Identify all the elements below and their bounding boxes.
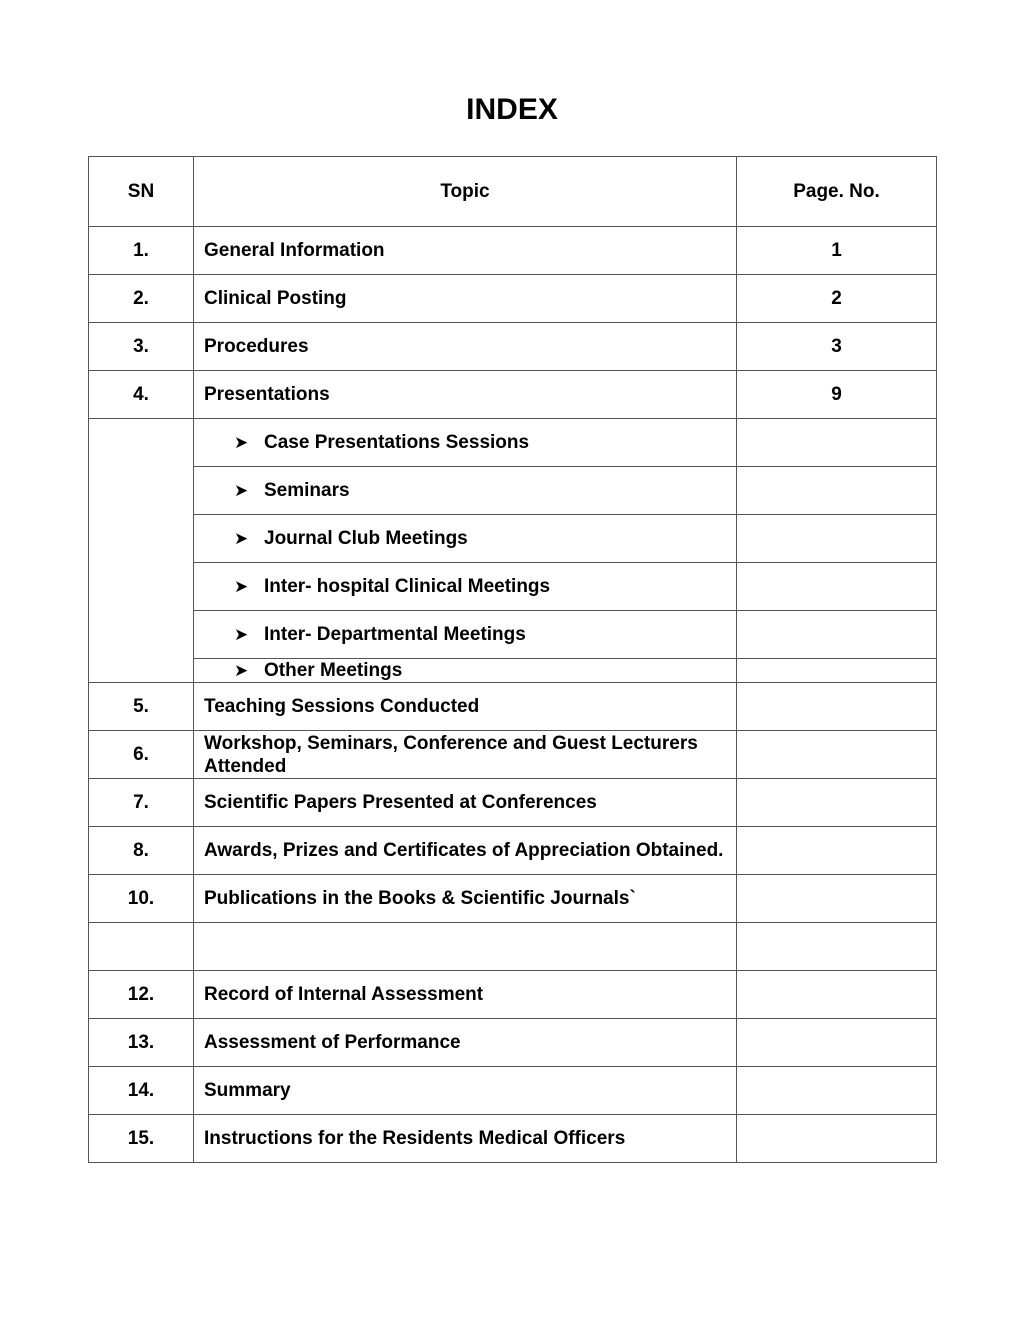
row-sn: 12. xyxy=(89,971,194,1019)
sub-item xyxy=(194,611,737,659)
sub-item xyxy=(194,419,737,467)
header-sn: SN xyxy=(89,157,194,227)
row-page: 9 xyxy=(737,371,937,419)
row-sn xyxy=(89,923,194,971)
sub-item-row xyxy=(89,563,937,611)
arrow-bullet-icon: ➤ xyxy=(234,481,249,500)
index-table xyxy=(88,156,937,1163)
row-page xyxy=(737,827,937,875)
header-topic: Topic xyxy=(194,157,737,227)
sub-item-row xyxy=(89,515,937,563)
sub-item-page xyxy=(737,659,937,683)
row-sn: 7. xyxy=(89,779,194,827)
row-sn: 4. xyxy=(89,371,194,419)
row-page xyxy=(737,1067,937,1115)
sub-item xyxy=(194,467,737,515)
sub-item-label: Seminars xyxy=(264,480,350,501)
row-topic: Workshop, Seminars, Conference and Guest Lecturers Attended xyxy=(194,731,737,779)
sub-item-row xyxy=(89,659,937,683)
row-topic: Summary xyxy=(194,1067,737,1115)
row-sn: 10. xyxy=(89,875,194,923)
arrow-bullet-icon: ➤ xyxy=(234,625,249,644)
sub-item-row xyxy=(89,467,937,515)
row-page xyxy=(737,1019,937,1067)
row-topic: Publications in the Books & Scientific Journals` xyxy=(194,875,737,923)
row-topic: Procedures xyxy=(194,323,737,371)
row-sn: 15. xyxy=(89,1115,194,1163)
page-title: INDEX xyxy=(466,93,558,126)
sub-item-label: Inter- Departmental Meetings xyxy=(264,624,526,645)
row-topic: Teaching Sessions Conducted xyxy=(194,683,737,731)
row-topic: Scientific Papers Presented at Conferences xyxy=(194,779,737,827)
row-sn: 1. xyxy=(89,227,194,275)
table-row xyxy=(89,275,937,323)
table-row xyxy=(89,683,937,731)
sub-item-page xyxy=(737,419,937,467)
row-sn: 3. xyxy=(89,323,194,371)
table-row xyxy=(89,923,937,971)
row-page xyxy=(737,923,937,971)
row-topic: Awards, Prizes and Certificates of Appreciation Obtained. xyxy=(194,827,737,875)
table-header-row xyxy=(89,157,937,227)
sub-item-label: Other Meetings xyxy=(264,660,403,681)
row-topic: Instructions for the Residents Medical Officers xyxy=(194,1115,737,1163)
sub-item xyxy=(194,515,737,563)
row-sn: 13. xyxy=(89,1019,194,1067)
row-page xyxy=(737,875,937,923)
row-page xyxy=(737,779,937,827)
table-row xyxy=(89,227,937,275)
sub-items-sn-cell xyxy=(89,419,194,683)
arrow-bullet-icon: ➤ xyxy=(234,433,249,452)
row-sn: 2. xyxy=(89,275,194,323)
row-page: 2 xyxy=(737,275,937,323)
row-topic: Presentations xyxy=(194,371,737,419)
table-row xyxy=(89,827,937,875)
sub-item-page xyxy=(737,563,937,611)
table-row xyxy=(89,1019,937,1067)
sub-item-page xyxy=(737,467,937,515)
table-row xyxy=(89,323,937,371)
sub-item-label: Journal Club Meetings xyxy=(264,528,468,549)
row-topic: Record of Internal Assessment xyxy=(194,971,737,1019)
sub-item xyxy=(194,563,737,611)
row-sn: 5. xyxy=(89,683,194,731)
sub-item-page xyxy=(737,611,937,659)
row-topic xyxy=(194,923,737,971)
row-page xyxy=(737,731,937,779)
sub-item xyxy=(194,659,737,683)
row-page xyxy=(737,683,937,731)
row-topic: Assessment of Performance xyxy=(194,1019,737,1067)
table-row xyxy=(89,875,937,923)
row-page: 3 xyxy=(737,323,937,371)
row-sn: 8. xyxy=(89,827,194,875)
sub-item-label: Case Presentations Sessions xyxy=(264,432,530,453)
table-row xyxy=(89,731,937,779)
row-topic: Clinical Posting xyxy=(194,275,737,323)
sub-item-page xyxy=(737,515,937,563)
sub-item-row xyxy=(89,611,937,659)
row-sn: 14. xyxy=(89,1067,194,1115)
arrow-bullet-icon: ➤ xyxy=(234,529,249,548)
row-topic: General Information xyxy=(194,227,737,275)
row-page xyxy=(737,1115,937,1163)
table-row xyxy=(89,971,937,1019)
table-row xyxy=(89,779,937,827)
sub-item-row xyxy=(89,419,937,467)
header-page: Page. No. xyxy=(737,157,937,227)
table-row xyxy=(89,1067,937,1115)
row-page: 1 xyxy=(737,227,937,275)
sub-item-label: Inter- hospital Clinical Meetings xyxy=(264,576,551,597)
row-page xyxy=(737,971,937,1019)
table-row xyxy=(89,371,937,419)
row-sn: 6. xyxy=(89,731,194,779)
table-row xyxy=(89,1115,937,1163)
arrow-bullet-icon: ➤ xyxy=(234,577,249,596)
arrow-bullet-icon: ➤ xyxy=(234,661,249,680)
